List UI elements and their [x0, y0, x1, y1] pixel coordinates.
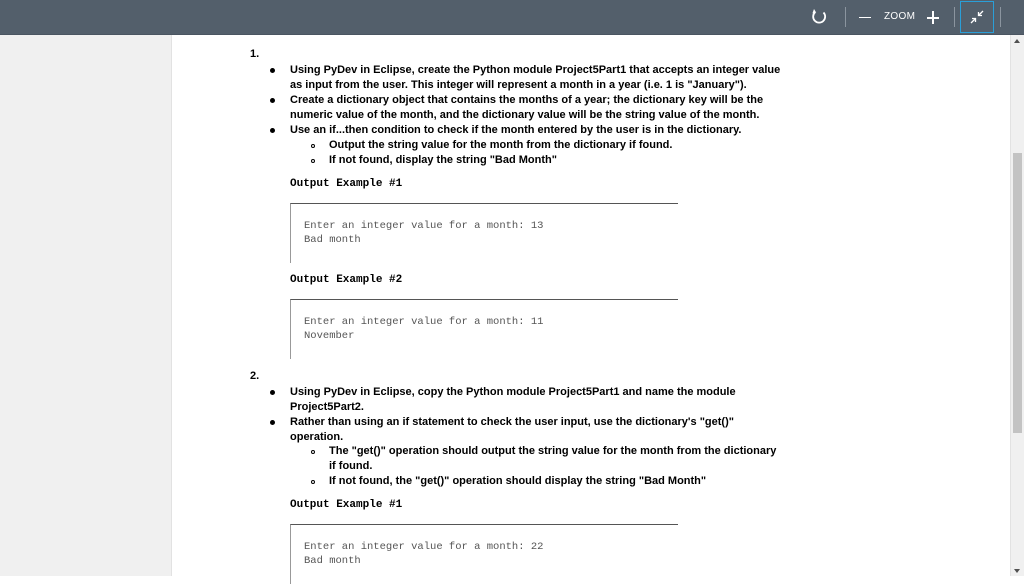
bullet-text: Using PyDev in Eclipse, create the Python module Project5Part1 that accepts an integer value: [290, 64, 781, 76]
zoom-in-button[interactable]: [925, 8, 941, 26]
sub-bullet-text: If not found, the "get()" operation should display the string "Bad Month": [329, 475, 707, 487]
code-output-box: [290, 299, 678, 359]
code-line: November: [304, 330, 355, 342]
code-output-box: [290, 524, 678, 584]
code-line: Enter an integer value for a month: 11: [304, 316, 544, 328]
code-line: Enter an integer value for a month: 13: [304, 220, 544, 232]
code-output-box: [290, 203, 678, 263]
bullet: [270, 128, 275, 133]
bullet-text: Project5Part2.: [290, 401, 364, 413]
sub-bullet: [311, 144, 315, 148]
sub-bullet: [311, 159, 315, 163]
exit-fullscreen-icon: [970, 10, 984, 24]
bullet: [270, 98, 275, 103]
sub-bullet-text: The "get()" operation should output the string value for the month from the dictionary: [329, 445, 777, 457]
toolbar-separator: [954, 7, 955, 27]
vertical-scrollbar[interactable]: [1011, 35, 1024, 576]
sub-bullet: [311, 450, 315, 454]
code-line: Bad month: [304, 234, 361, 246]
toolbar-separator: [1000, 7, 1001, 27]
section-number: 2.: [250, 370, 260, 382]
bullet-text: as input from the user. This integer will represent a month in a year (i.e. 1 is "January").: [290, 79, 747, 91]
zoom-label: ZOOM: [884, 11, 916, 22]
bullet: [270, 390, 275, 395]
sub-bullet-text: Output the string value for the month from the dictionary if found.: [329, 139, 673, 151]
scroll-thumb[interactable]: [1013, 153, 1022, 433]
sub-bullet: [311, 480, 315, 484]
example-label: Output Example #1: [290, 499, 403, 511]
bullet-text: operation.: [290, 431, 344, 443]
zoom-out-button[interactable]: [858, 9, 872, 25]
sub-bullet-text: If not found, display the string "Bad Month": [329, 154, 557, 166]
scroll-down-arrow-icon[interactable]: [1014, 569, 1020, 573]
exit-fullscreen-button[interactable]: [960, 1, 994, 33]
bullet-text: Use an if...then condition to check if the month entered by the user is in the dictionary.: [290, 124, 742, 136]
scroll-up-arrow-icon[interactable]: [1014, 39, 1020, 43]
bullet-text: numeric value of the month, and the dictionary value will be the string value of the month.: [290, 109, 760, 121]
bullet-text: Create a dictionary object that contains the months of a year; the dictionary key will be the: [290, 94, 764, 106]
example-label: Output Example #1: [290, 178, 403, 190]
bullet: [270, 420, 275, 425]
bullet-text: Rather than using an if statement to check the user input, use the dictionary's "get()": [290, 416, 734, 428]
code-line: Bad month: [304, 555, 361, 567]
refresh-icon[interactable]: [808, 6, 830, 28]
bullet: [270, 68, 275, 73]
section-number: 1.: [250, 48, 260, 60]
example-label: Output Example #2: [290, 274, 403, 286]
code-line: Enter an integer value for a month: 22: [304, 541, 544, 553]
viewer-toolbar: [0, 0, 1024, 35]
sub-bullet-text: if found.: [329, 460, 373, 472]
toolbar-separator: [845, 7, 846, 27]
bullet-text: Using PyDev in Eclipse, copy the Python module Project5Part1 and name the module: [290, 386, 736, 398]
